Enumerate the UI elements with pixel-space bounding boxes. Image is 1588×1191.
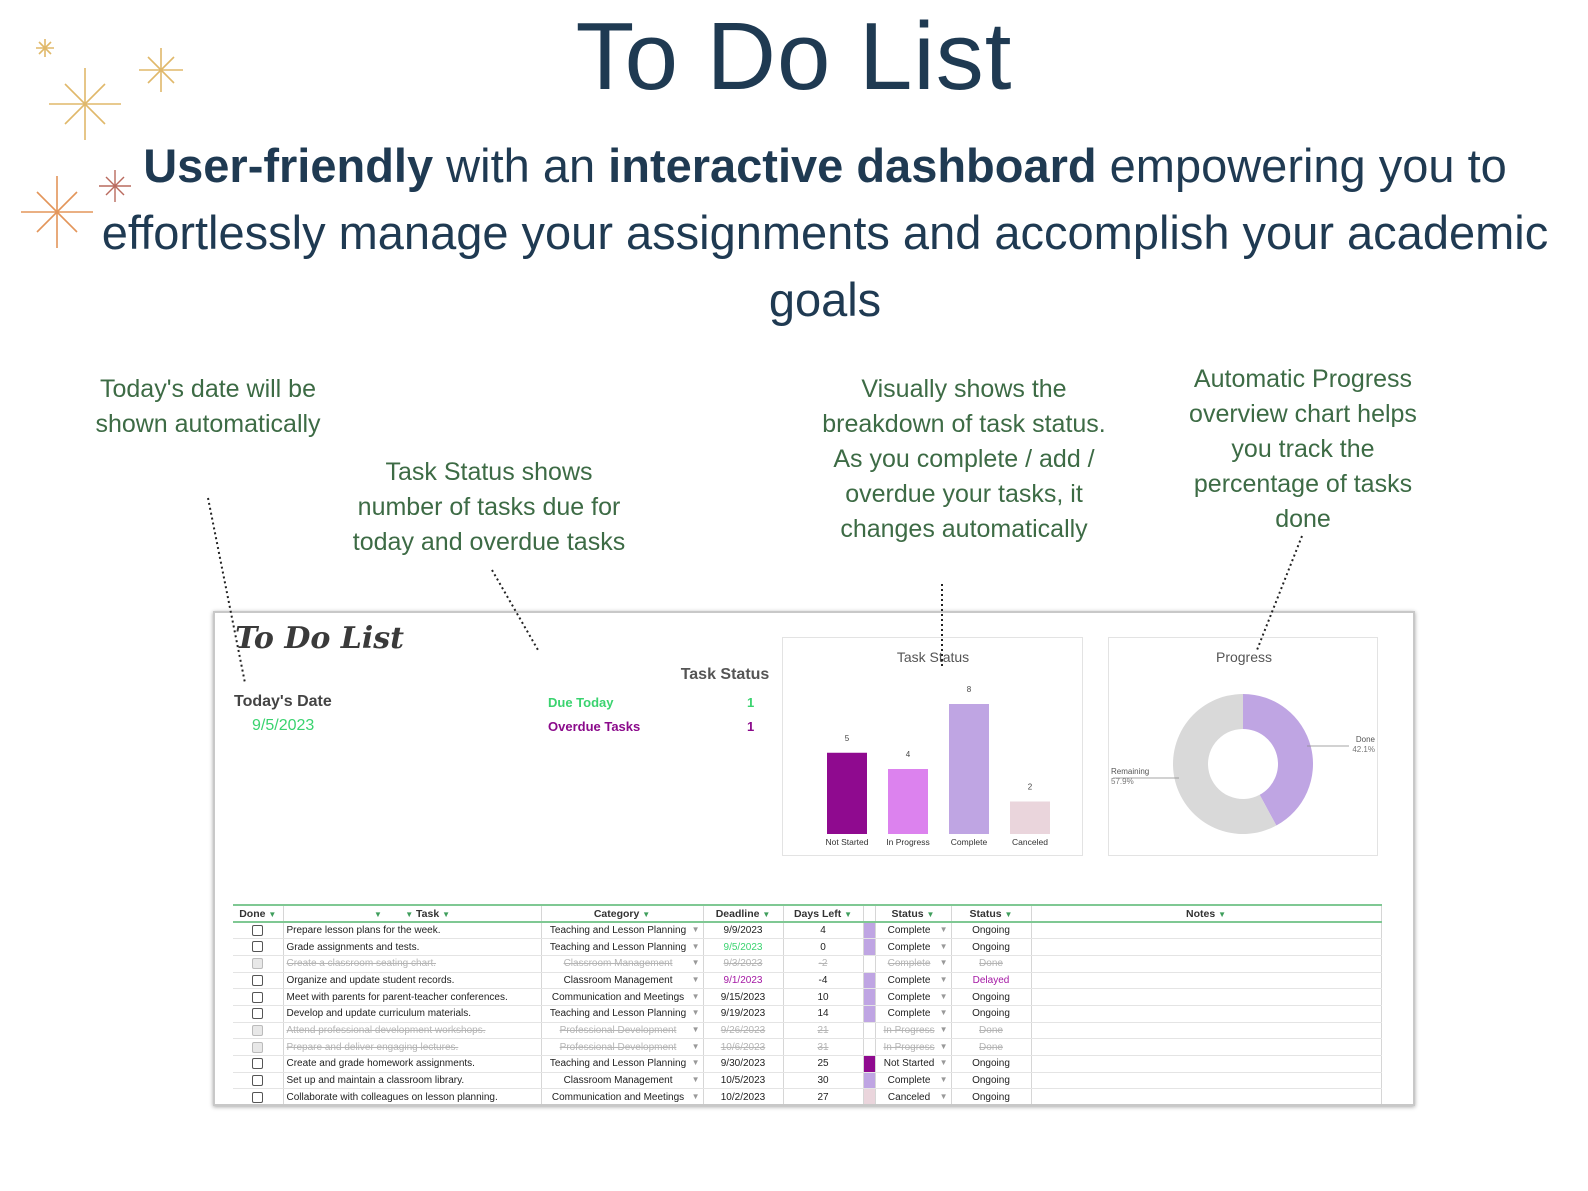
done-checkbox[interactable] xyxy=(252,1075,263,1086)
notes-cell[interactable] xyxy=(1031,1005,1381,1022)
status-cell[interactable] xyxy=(875,1056,951,1073)
dropdown-arrow-icon[interactable]: ▼ xyxy=(691,1075,700,1085)
filter-icon[interactable]: ▼ xyxy=(405,909,414,919)
table-row xyxy=(233,1039,1381,1056)
status-value: Complete xyxy=(887,941,931,953)
col-header-done[interactable] xyxy=(233,905,283,922)
status-value: Canceled xyxy=(887,1091,931,1103)
filter-icon[interactable]: ▼ xyxy=(762,909,771,919)
dropdown-arrow-icon[interactable]: ▼ xyxy=(691,925,700,935)
dropdown-arrow-icon[interactable]: ▼ xyxy=(939,1024,948,1034)
progress-status-cell: Done xyxy=(951,1022,1031,1039)
progress-status-cell: Ongoing xyxy=(951,1056,1031,1073)
status-value: Not Started xyxy=(883,1058,935,1070)
bar-category-label: Canceled xyxy=(1012,837,1048,847)
dropdown-arrow-icon[interactable]: ▼ xyxy=(691,1024,700,1034)
days-left-cell: 4 xyxy=(783,922,863,939)
bar-value-label: 4 xyxy=(905,750,911,759)
deadline-cell[interactable]: 9/3/2023 xyxy=(703,955,783,972)
page-subtitle xyxy=(100,132,1550,333)
task-cell[interactable]: Collaborate with colleagues on lesson planning. xyxy=(283,1089,541,1106)
status-color-swatch xyxy=(863,989,875,1006)
bar-category-label: Not Started xyxy=(825,837,869,847)
days-left-cell: -2 xyxy=(783,955,863,972)
done-checkbox-cell[interactable] xyxy=(233,972,283,989)
notes-cell[interactable] xyxy=(1031,1039,1381,1056)
status-value: In Progress xyxy=(883,1041,935,1053)
category-value: Teaching and Lesson Planning xyxy=(549,941,687,953)
task-cell[interactable]: Grade assignments and tests. xyxy=(283,939,541,956)
deadline-cell[interactable]: 9/30/2023 xyxy=(703,1056,783,1073)
task-cell[interactable]: Develop and update curriculum materials. xyxy=(283,1005,541,1022)
task-cell[interactable]: Set up and maintain a classroom library. xyxy=(283,1072,541,1089)
filter-icon[interactable]: ▼ xyxy=(1218,909,1227,919)
table-row xyxy=(233,922,1381,939)
donut-value-done: 42.1% xyxy=(1352,745,1375,754)
deadline-cell[interactable]: 10/6/2023 xyxy=(703,1039,783,1056)
progress-status-cell: Ongoing xyxy=(951,939,1031,956)
bar-value-label: 2 xyxy=(1027,782,1033,792)
status-value: Complete xyxy=(887,974,931,986)
status-cell[interactable] xyxy=(875,922,951,939)
done-checkbox-cell[interactable] xyxy=(233,1072,283,1089)
subtitle-bold-1: User-friendly xyxy=(143,139,434,192)
table-row xyxy=(233,1056,1381,1073)
todays-date-label: Today's Date xyxy=(234,693,332,710)
status-value: Complete xyxy=(887,925,931,937)
done-checkbox[interactable] xyxy=(252,958,263,969)
table-row xyxy=(233,1005,1381,1022)
col-header-notes[interactable] xyxy=(1031,905,1381,922)
category-cell[interactable] xyxy=(541,1056,703,1073)
table-row xyxy=(233,939,1381,956)
col-header-done-label: Done xyxy=(239,907,266,920)
table-header-row xyxy=(233,905,1381,922)
deadline-cell[interactable]: 10/5/2023 xyxy=(703,1072,783,1089)
progress-status-cell: Ongoing xyxy=(951,989,1031,1006)
filter-icon[interactable]: ▼ xyxy=(1004,909,1013,919)
status-cell[interactable] xyxy=(875,1039,951,1056)
dashboard-sheet xyxy=(213,611,1415,1106)
annotation-date: Today's date will be shown automatically xyxy=(95,375,321,438)
bar-category-label: In Progress xyxy=(886,837,930,847)
dropdown-arrow-icon[interactable]: ▼ xyxy=(939,974,948,984)
overdue-label: Overdue Tasks xyxy=(548,719,641,734)
col-header-swatch xyxy=(863,905,875,922)
status-color-swatch xyxy=(863,922,875,939)
done-checkbox-cell[interactable] xyxy=(233,1022,283,1039)
table-row xyxy=(233,989,1381,1006)
done-checkbox[interactable] xyxy=(252,992,263,1003)
filter-icon[interactable]: ▼ xyxy=(268,909,277,919)
col-header-days-left-label: Days Left xyxy=(793,907,842,920)
dropdown-arrow-icon[interactable]: ▼ xyxy=(939,1075,948,1085)
filter-icon[interactable]: ▼ xyxy=(373,909,382,919)
days-left-cell: 25 xyxy=(783,1056,863,1073)
task-cell[interactable]: Create a classroom seating chart. xyxy=(283,955,541,972)
col-header-category[interactable] xyxy=(541,905,703,922)
category-cell[interactable] xyxy=(541,1022,703,1039)
notes-cell[interactable] xyxy=(1031,972,1381,989)
status-value: In Progress xyxy=(883,1024,935,1036)
done-checkbox[interactable] xyxy=(252,1092,263,1103)
dropdown-arrow-icon[interactable]: ▼ xyxy=(691,1041,700,1051)
status-color-swatch xyxy=(863,1005,875,1022)
task-cell[interactable]: Attend professional development workshops. xyxy=(283,1022,541,1039)
table-row xyxy=(233,955,1381,972)
donut-label-done: Done xyxy=(1355,735,1375,744)
done-checkbox[interactable] xyxy=(252,941,263,952)
progress-chart-svg xyxy=(1109,638,1379,857)
dropdown-arrow-icon[interactable]: ▼ xyxy=(939,1041,948,1051)
col-header-status2[interactable] xyxy=(951,905,1031,922)
dropdown-arrow-icon[interactable]: ▼ xyxy=(939,941,948,951)
subtitle-text-1: with an xyxy=(433,139,609,192)
days-left-cell: -4 xyxy=(783,972,863,989)
done-checkbox-cell[interactable] xyxy=(233,922,283,939)
status-color-swatch xyxy=(863,1056,875,1073)
col-header-task[interactable] xyxy=(283,905,541,922)
days-left-cell: 21 xyxy=(783,1022,863,1039)
done-checkbox[interactable] xyxy=(252,1008,263,1019)
dropdown-arrow-icon[interactable]: ▼ xyxy=(691,958,700,968)
category-value: Professional Development xyxy=(559,1041,677,1053)
category-cell[interactable] xyxy=(541,922,703,939)
days-left-cell: 30 xyxy=(783,1072,863,1089)
status-cell[interactable] xyxy=(875,989,951,1006)
donut-label-remaining: Remaining xyxy=(1111,767,1150,776)
task-cell[interactable]: Prepare and deliver engaging lectures. xyxy=(283,1039,541,1056)
category-value: Classroom Management xyxy=(563,974,673,986)
status-value: Complete xyxy=(887,958,931,970)
status-cell[interactable] xyxy=(875,1072,951,1089)
category-cell[interactable] xyxy=(541,1005,703,1022)
progress-chart xyxy=(1108,637,1378,856)
annotation-task-status: Task Status shows number of tasks due for today and overdue tasks xyxy=(352,458,626,556)
chart-title: Task Status xyxy=(896,649,970,665)
progress-status-cell: Ongoing xyxy=(951,1089,1031,1106)
deadline-cell[interactable]: 9/19/2023 xyxy=(703,1005,783,1022)
status-color-swatch xyxy=(863,1039,875,1056)
done-checkbox-cell[interactable] xyxy=(233,955,283,972)
progress-status-cell: Ongoing xyxy=(951,1072,1031,1089)
dropdown-arrow-icon[interactable]: ▼ xyxy=(691,974,700,984)
task-status-chart-svg xyxy=(783,638,1084,857)
days-left-cell: 10 xyxy=(783,989,863,1006)
category-cell[interactable] xyxy=(541,1089,703,1106)
filter-icon[interactable]: ▼ xyxy=(844,909,853,919)
page-title: To Do List xyxy=(575,3,1013,110)
category-cell[interactable] xyxy=(541,989,703,1006)
col-header-days-left[interactable] xyxy=(783,905,863,922)
notes-cell[interactable] xyxy=(1031,1072,1381,1089)
category-value: Communication and Meetings xyxy=(551,991,685,1003)
status-color-swatch xyxy=(863,1089,875,1106)
status-color-swatch xyxy=(863,1022,875,1039)
filter-icon[interactable]: ▼ xyxy=(642,909,651,919)
col-header-deadline[interactable] xyxy=(703,905,783,922)
filter-icon[interactable]: ▼ xyxy=(926,909,935,919)
chart-title: Progress xyxy=(1215,649,1273,665)
status-cell[interactable] xyxy=(875,972,951,989)
bar-in-progress xyxy=(888,769,928,834)
task-table xyxy=(233,904,1382,1106)
sheet-title: To Do List xyxy=(235,621,405,656)
status-color-swatch xyxy=(863,939,875,956)
done-checkbox-cell[interactable] xyxy=(233,1089,283,1106)
progress-status-cell: Ongoing xyxy=(951,1005,1031,1022)
notes-cell[interactable] xyxy=(1031,1022,1381,1039)
notes-cell[interactable] xyxy=(1031,1089,1381,1106)
bar-value-label: 8 xyxy=(966,685,972,694)
progress-status-cell: Ongoing xyxy=(951,922,1031,939)
col-header-deadline-label: Deadline xyxy=(715,907,760,920)
dropdown-arrow-icon[interactable]: ▼ xyxy=(691,1058,700,1068)
task-cell[interactable]: Organize and update student records. xyxy=(283,972,541,989)
status-color-swatch xyxy=(863,1072,875,1089)
dropdown-arrow-icon[interactable]: ▼ xyxy=(939,958,948,968)
bar-value-label: 5 xyxy=(844,733,850,743)
category-value: Communication and Meetings xyxy=(551,1091,685,1103)
done-checkbox[interactable] xyxy=(252,1058,263,1069)
progress-status-cell: Done xyxy=(951,1039,1031,1056)
deadline-cell[interactable]: 10/2/2023 xyxy=(703,1089,783,1106)
bar-complete xyxy=(949,704,989,834)
category-value: Teaching and Lesson Planning xyxy=(549,1008,687,1020)
col-header-notes-label: Notes xyxy=(1185,907,1216,920)
done-checkbox-cell[interactable] xyxy=(233,1039,283,1056)
bar-canceled xyxy=(1010,802,1050,835)
progress-status-cell: Done xyxy=(951,955,1031,972)
status-cell[interactable] xyxy=(875,955,951,972)
days-left-cell: 27 xyxy=(783,1089,863,1106)
deadline-cell[interactable]: 9/15/2023 xyxy=(703,989,783,1006)
annotation-progress: Automatic Progress overview chart helps you track the percentage of tasks done xyxy=(1189,365,1417,533)
status-value: Complete xyxy=(887,991,931,1003)
category-cell[interactable] xyxy=(541,939,703,956)
category-cell[interactable] xyxy=(541,1072,703,1089)
done-checkbox-cell[interactable] xyxy=(233,939,283,956)
days-left-cell: 14 xyxy=(783,1005,863,1022)
done-checkbox[interactable] xyxy=(252,975,263,986)
category-value: Teaching and Lesson Planning xyxy=(549,1058,687,1070)
table-row xyxy=(233,1022,1381,1039)
col-header-task-label: Task xyxy=(416,907,440,920)
deadline-cell[interactable]: 9/26/2023 xyxy=(703,1022,783,1039)
table-row xyxy=(233,972,1381,989)
todays-date-value: 9/5/2023 xyxy=(252,717,315,734)
col-header-status[interactable] xyxy=(875,905,951,922)
dropdown-arrow-icon[interactable]: ▼ xyxy=(691,991,700,1001)
status-color-swatch xyxy=(863,972,875,989)
category-value: Teaching and Lesson Planning xyxy=(549,925,687,937)
due-today-count: 1 xyxy=(747,695,755,710)
donut-value-remaining: 57.9% xyxy=(1111,777,1134,786)
annotation-breakdown: Visually shows the breakdown of task status. As you complete / add / overdue your tasks, it changes automatically xyxy=(822,375,1106,543)
category-cell[interactable] xyxy=(541,972,703,989)
col-header-status-label: Status xyxy=(891,907,924,920)
task-status-title: Task Status xyxy=(680,666,770,683)
category-value: Classroom Management xyxy=(563,1075,673,1087)
status-cell[interactable] xyxy=(875,1022,951,1039)
status-cell[interactable] xyxy=(875,1089,951,1106)
deadline-cell[interactable]: 9/9/2023 xyxy=(703,922,783,939)
dropdown-arrow-icon[interactable]: ▼ xyxy=(691,1091,700,1101)
dropdown-arrow-icon[interactable]: ▼ xyxy=(939,1008,948,1018)
status-value: Complete xyxy=(887,1008,931,1020)
done-checkbox[interactable] xyxy=(252,1042,263,1053)
subtitle-text-2: empowering you to effortlessly manage your assignments and accomplish your academic goals xyxy=(101,139,1549,326)
category-cell[interactable] xyxy=(541,955,703,972)
filter-icon[interactable]: ▼ xyxy=(442,909,451,919)
col-header-status2-label: Status xyxy=(969,907,1002,920)
notes-cell[interactable] xyxy=(1031,1056,1381,1073)
notes-cell[interactable] xyxy=(1031,922,1381,939)
days-left-cell: 31 xyxy=(783,1039,863,1056)
bar-category-label: Complete xyxy=(950,837,988,847)
category-value: Classroom Management xyxy=(563,958,673,970)
days-left-cell: 0 xyxy=(783,939,863,956)
table-row xyxy=(233,1072,1381,1089)
progress-status-cell: Delayed xyxy=(951,972,1031,989)
dropdown-arrow-icon[interactable]: ▼ xyxy=(939,1058,948,1068)
category-value: Professional Development xyxy=(559,1024,677,1036)
deadline-cell[interactable]: 9/1/2023 xyxy=(703,972,783,989)
notes-cell[interactable] xyxy=(1031,989,1381,1006)
status-color-swatch xyxy=(863,955,875,972)
dropdown-arrow-icon[interactable]: ▼ xyxy=(691,941,700,951)
due-today-label: Due Today xyxy=(548,695,614,710)
col-header-category-label: Category xyxy=(593,907,640,920)
dropdown-arrow-icon[interactable]: ▼ xyxy=(939,925,948,935)
done-checkbox-cell[interactable] xyxy=(233,1056,283,1073)
category-cell[interactable] xyxy=(541,1039,703,1056)
done-checkbox-cell[interactable] xyxy=(233,989,283,1006)
dropdown-arrow-icon[interactable]: ▼ xyxy=(939,1091,948,1101)
dropdown-arrow-icon[interactable]: ▼ xyxy=(939,991,948,1001)
task-cell[interactable]: Create and grade homework assignments. xyxy=(283,1056,541,1073)
task-cell[interactable]: Prepare lesson plans for the week. xyxy=(283,922,541,939)
status-value: Complete xyxy=(887,1075,931,1087)
overdue-count: 1 xyxy=(747,719,755,734)
done-checkbox[interactable] xyxy=(252,1025,263,1036)
task-status-chart xyxy=(782,637,1083,856)
done-checkbox-cell[interactable] xyxy=(233,1005,283,1022)
notes-cell[interactable] xyxy=(1031,939,1381,956)
dropdown-arrow-icon[interactable]: ▼ xyxy=(691,1008,700,1018)
done-checkbox[interactable] xyxy=(252,925,263,936)
deadline-cell[interactable]: 9/5/2023 xyxy=(703,939,783,956)
status-cell[interactable] xyxy=(875,939,951,956)
table-row xyxy=(233,1089,1381,1106)
bar-not-started xyxy=(827,753,867,834)
subtitle-bold-2: interactive dashboard xyxy=(608,139,1097,192)
task-cell[interactable]: Meet with parents for parent-teacher conferences. xyxy=(283,989,541,1006)
status-cell[interactable] xyxy=(875,1005,951,1022)
notes-cell[interactable] xyxy=(1031,955,1381,972)
